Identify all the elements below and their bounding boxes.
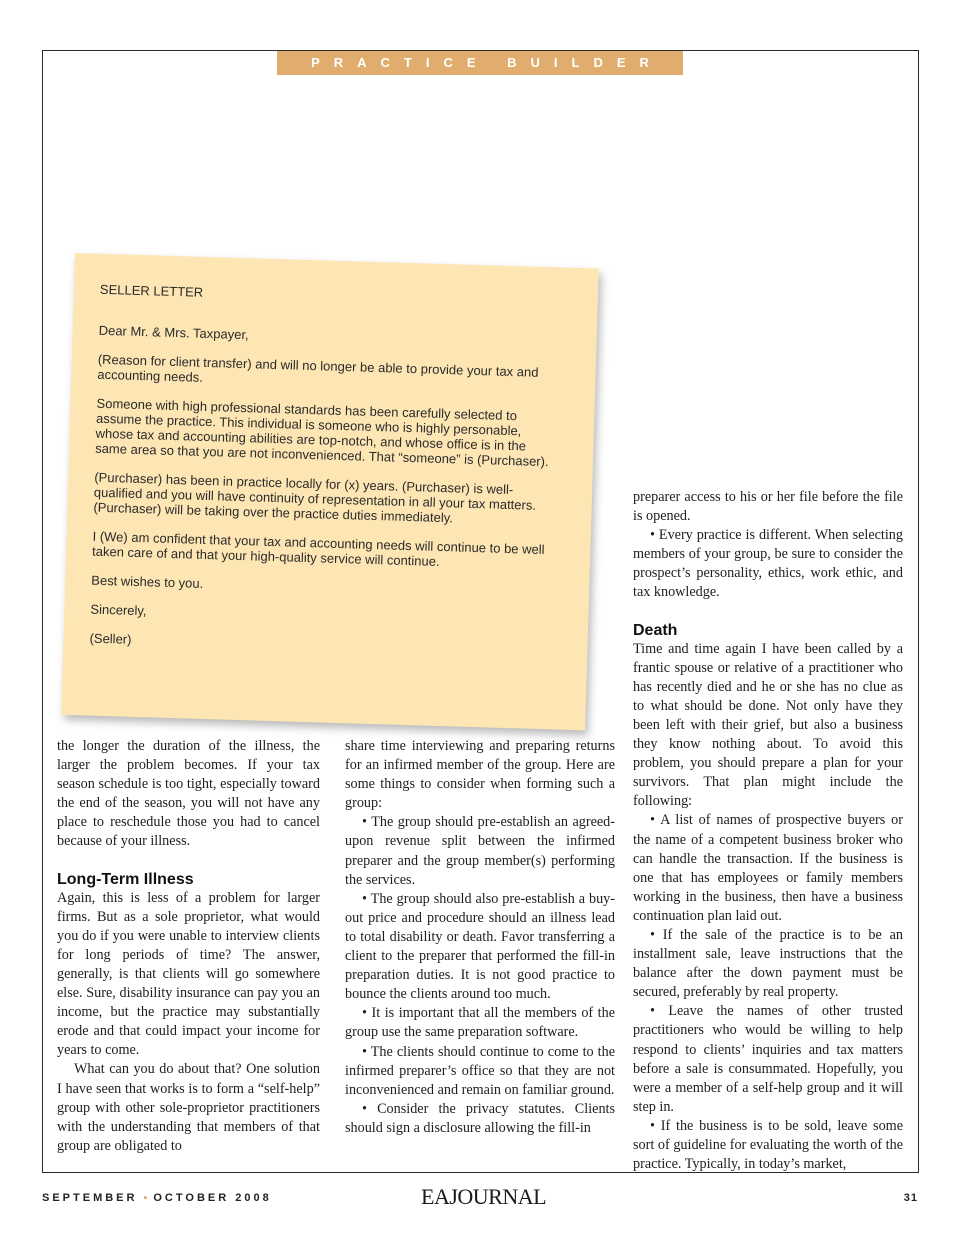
col2-bullet: • The clients should continue to come to the infirmed preparer’s office so that they are not inconvenienced and remain on familiar ground. [345, 1043, 615, 1098]
section-banner: PRACTICE BUILDER [277, 51, 683, 75]
heading-death: Death [633, 621, 678, 639]
issue-month-1: SEPTEMBER [42, 1192, 138, 1204]
seller-letter-para-2: Someone with high professional standards has been carefully selected to assume the practice. This individual is someone who is highly personable, whose tax and accounting abilities are top-notch, and whose office is in the same area so that you are not inconvenienced. That “someone” is (Purchaser). [94, 395, 549, 470]
seller-letter-para-3: (Purchaser) has been in practice locally for (x) years. (Purchaser) is well-qualified and you will have continuity of representation in all your tax matters. (Purchaser) will be taking over the practice duties immediately. [93, 469, 537, 526]
column-3 [633, 488, 903, 1174]
issue-month-2: OCTOBER 2008 [153, 1192, 272, 1204]
col1-paragraph: Again, this is less of a problem for larger firms. But as a sole proprietor, what would you do if you were unable to interview clients for long periods of time? The answer, generally, is that clients will go somewhere else. Sure, disability insurance can pay you an income, but the practice may substantially erode and that could impact your income for years to come. [57, 889, 320, 1059]
col2-bullet: • The group should also pre-establish a buy-out price and procedure should an illness lead to total disability or death. Favor transferring a client to the preparer that performed the fill-in preparation duties. It is not good practice to bounce the clients around too much. [345, 890, 615, 1003]
col3-bullet: • Every practice is different. When selecting members of your group, be sure to consider the prospect’s personality, ethics, work ethic, and tax knowledge. [633, 527, 903, 601]
col3-bullet: • If the sale of the practice is to be an installment sale, leave instructions that the balance after the down payment must be secured, preferably by real property. [633, 926, 903, 1001]
col3-bullet: • If the business is to be sold, leave some sort of guideline for evaluating the worth of the practice. Typically, in today’s market, [633, 1117, 903, 1173]
col3-bullet: • Leave the names of other trusted practitioners who would be willing to help respond to clients’ inquiries and tax matters before a sale is consummated. Hopefully, you were a member of a self-help group and it will step in. [633, 1003, 903, 1115]
col2-bullet: • The group should pre-establish an agreed-upon revenue split between the infirmed preparer and the group member(s) performing the services. [345, 814, 615, 888]
col3-bullet: • A list of names of prospective buyers or the name of a competent business broker who can handle the transaction. If the business is one that has employees or family members working in the business, then have a business continuation plan laid out. [633, 812, 903, 924]
col2-paragraph: share time interviewing and preparing returns for an infirmed member of the group. Here are some things to consider when forming such a group: [345, 738, 615, 812]
col3-paragraph: preparer access to his or her file before the file is opened. [633, 489, 903, 525]
seller-letter-para-1: (Reason for client transfer) and will no longer be able to provide your tax and accounting needs. [97, 351, 539, 385]
seller-letter-salutation: Dear Mr. & Mrs. Taxpayer, [98, 322, 249, 343]
col1-paragraph: What can you do about that? One solution I have seen that works is to form a “self-help” group with other sole-proprietor practitioners with the understanding that members of that group are obligated to [57, 1061, 320, 1154]
column-1 [57, 737, 320, 1156]
col1-paragraph: the longer the duration of the illness, the larger the problem becomes. If your tax season schedule is too tight, especially toward the end of the season, you will not have any place to reschedule those you had to cancel because of your illness. [57, 738, 320, 850]
col2-bullet: • Consider the privacy statutes. Clients should sign a disclosure allowing the fill-in [345, 1100, 615, 1136]
column-2 [345, 737, 615, 1138]
journal-logo: EAJOURNAL [421, 1184, 547, 1209]
separator-dot: ▪ [143, 1192, 148, 1204]
col3-paragraph: Time and time again I have been called by a frantic spouse or relative of a practitioner who has recently died and he or she has no clue as to what should be done. Not only have they been left with their grief, but also a business they know nothing about. To avoid this problem, you should prepare a plan for your survivors. That plan might include the following: [633, 640, 903, 810]
issue-date [42, 1192, 272, 1204]
heading-long-term-illness: Long-Term Illness [57, 870, 194, 888]
seller-letter-para-4: I (We) am confident that your tax and accounting needs will continue to be well taken care of and that your high-quality service will continue. [91, 528, 545, 569]
seller-letter-note [61, 253, 598, 730]
col2-bullet: • It is important that all the members of the group use the same preparation software. [345, 1005, 615, 1041]
seller-letter-title: SELLER LETTER [99, 281, 204, 300]
seller-letter-closing-2: Sincerely, [90, 601, 147, 619]
page-number: 31 [903, 1192, 918, 1204]
seller-letter-signature: (Seller) [89, 630, 132, 647]
seller-letter-closing-1: Best wishes to you. [91, 572, 204, 591]
